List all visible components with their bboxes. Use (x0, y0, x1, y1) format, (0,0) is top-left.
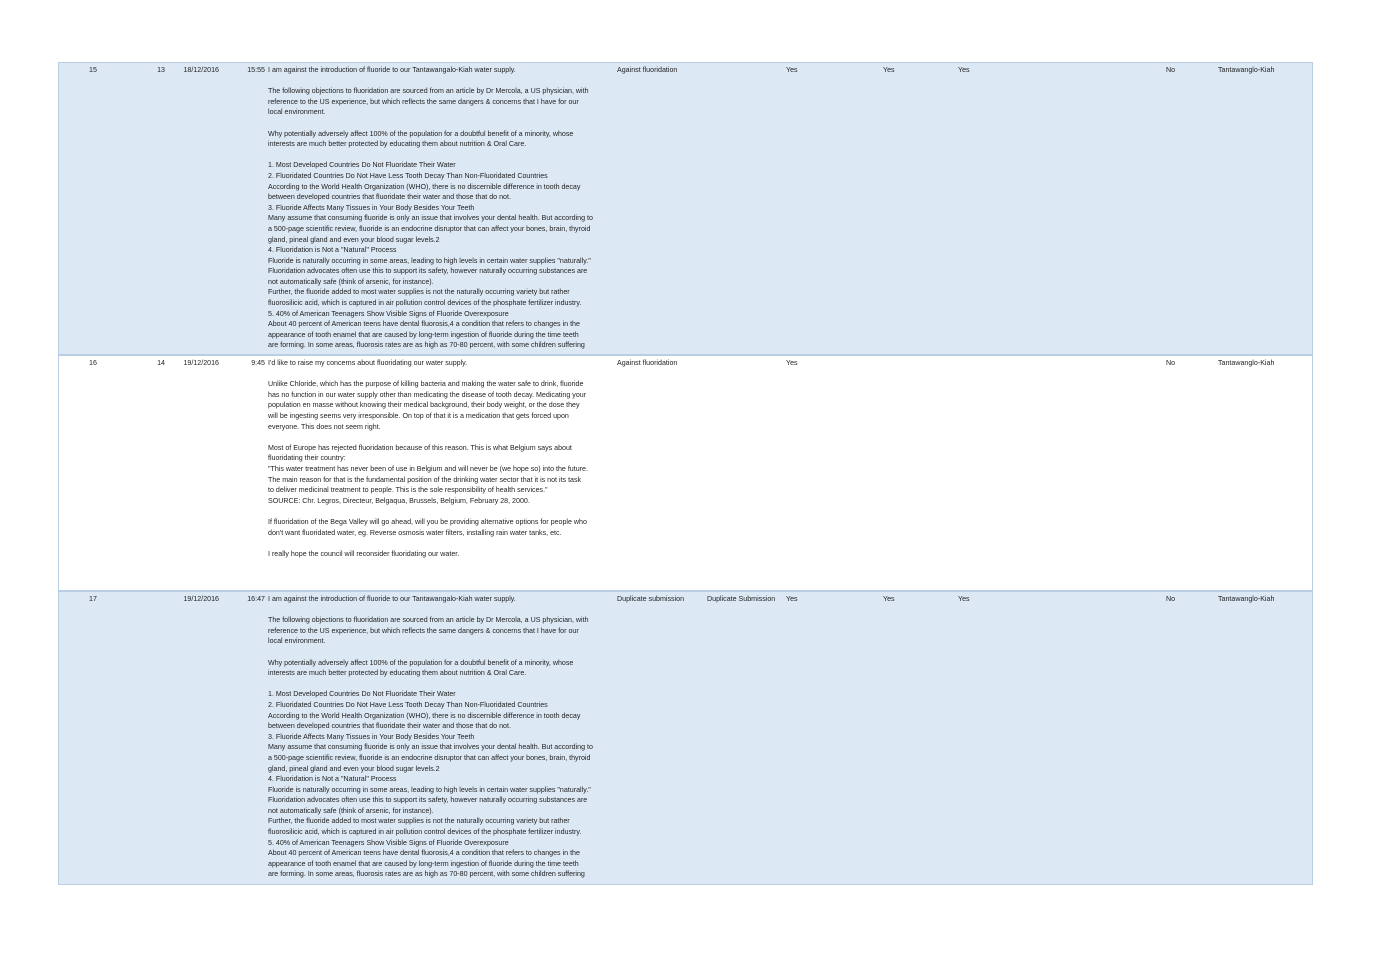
text-line: According to the World Health Organization (WHO), there is no discernible difference in tooth decay (268, 711, 581, 720)
text-line: The main reason for that is the fundamental position of the drinking water sector that it is not its task (268, 475, 582, 484)
town-cell: Tantawanglo-Kiah (1218, 359, 1275, 367)
text-line: local environment. (268, 108, 326, 117)
submission-text (268, 358, 618, 559)
submission-row-17 (58, 591, 1313, 885)
text-line: reference to the US experience, but which reflects the same dangers & concerns that I have for our (268, 97, 579, 106)
text-line: 3. Fluoride Affects Many Tissues in Your Body Besides Your Teeth (268, 732, 475, 741)
text-line: About 40 percent of American teens have dental fluorosis,4 a condition that refers to changes in the (268, 849, 580, 858)
text-line: The following objections to fluoridation are sourced from an article by Dr Mercola, a US physician, with (268, 616, 589, 625)
text-line: Further, the fluoride added to most water supplies is not the naturally occurring variety but rather (268, 817, 570, 826)
text-line: fluorosilicic acid, which is captured in air pollution control devices of the phosphate fertilizer industry. (268, 828, 582, 837)
position-cell: Against fluoridation (617, 359, 678, 367)
text-line: 4. Fluoridation is Not a "Natural" Process (268, 246, 397, 255)
note-cell: Duplicate Submission (707, 595, 776, 603)
text-line: appearance of tooth enamel that are caused by long-term ingestion of fluoride during the time teeth (268, 330, 579, 339)
text-line: I'd like to raise my concerns about fluoridating our water supply. (268, 359, 468, 367)
row-id: 15 (89, 66, 97, 74)
submission-date: 18/12/2016 (183, 66, 219, 74)
submission-paragraph (268, 443, 618, 507)
text-line: "This water treatment has never been of use in Belgium and will never be (we hope so) into the future. (268, 464, 588, 473)
answer-cell-2: Yes (883, 595, 895, 603)
answer-cell-1: Yes (786, 595, 798, 603)
text-line: will be ingesting seems very irresponsible. On top of that it is a medication that gets forced upon (268, 411, 569, 420)
submission-row-15 (58, 62, 1313, 355)
text-line: Many assume that consuming fluoride is only an issue that involves your dental health. But according to (268, 214, 593, 223)
submission-paragraph (268, 358, 618, 369)
row-id: 16 (89, 359, 97, 367)
text-line: fluoridating their country: (268, 454, 346, 463)
submission-paragraph (268, 594, 618, 605)
submission-paragraph (268, 517, 618, 538)
submission-time: 15:55 (247, 66, 265, 74)
answer-cell-3: Yes (958, 66, 970, 74)
text-line: SOURCE: Chr. Legros, Directeur, Belgaqua, Brussels, Belgium, February 28, 2000. (268, 496, 530, 505)
submission-date: 19/12/2016 (183, 595, 219, 603)
text-line: are forming. In some areas, fluorosis rates are as high as 70-80 percent, with some children suffering (268, 870, 585, 879)
text-line: appearance of tooth enamel that are caused by long-term ingestion of fluoride during the time teeth (268, 859, 579, 868)
text-line: Most of Europe has rejected fluoridation because of this reason. This is what Belgium says about (268, 443, 572, 452)
text-line: gland, pineal gland and even your blood sugar levels.2 (268, 235, 440, 244)
text-line: Why potentially adversely affect 100% of the population for a doubtful benefit of a minority, whose (268, 129, 574, 138)
text-line: I am against the introduction of fluoride to our Tantawangalo-Kiah water supply. (268, 66, 516, 74)
text-line: interests are much better protected by educating them about nutrition & Oral Care. (268, 140, 527, 149)
text-line: a 500-page scientific review, fluoride is an endocrine disruptor that can affect your bones, brain, thyroid (268, 753, 591, 762)
text-line: If fluoridation of the Bega Valley will go ahead, will you be providing alternative options for people who (268, 517, 587, 526)
position-cell: Against fluoridation (617, 66, 678, 74)
submission-time: 9:45 (251, 359, 265, 367)
answer-cell-1: Yes (786, 359, 798, 367)
answer-cell-4: No (1166, 595, 1176, 603)
submission-row-16 (58, 355, 1313, 591)
submission-text (268, 594, 618, 880)
submission-paragraph (268, 615, 618, 647)
text-line: Fluoride is naturally occurring in some areas, leading to high levels in certain water supplies "naturally." (268, 785, 591, 794)
text-line: are forming. In some areas, fluorosis rates are as high as 70-80 percent, with some children suffering (268, 341, 585, 350)
submission-paragraph (268, 86, 618, 118)
text-line: to deliver medicinal treatment to people. This is the sole responsibility of health services." (268, 486, 548, 495)
answer-cell-2: Yes (883, 66, 895, 74)
text-line: Fluoride is naturally occurring in some areas, leading to high levels in certain water supplies "naturally." (268, 256, 591, 265)
text-line: 2. Fluoridated Countries Do Not Have Less Tooth Decay Than Non-Fluoridated Countries (268, 171, 548, 180)
text-line: 2. Fluoridated Countries Do Not Have Less Tooth Decay Than Non-Fluoridated Countries (268, 700, 548, 709)
text-line: don't want fluoridated water, eg. Reverse osmosis water filters, installing rain water tanks, etc. (268, 528, 562, 537)
submission-number: 14 (157, 359, 165, 367)
submission-paragraph (268, 379, 618, 432)
text-line: 1. Most Developed Countries Do Not Fluoridate Their Water (268, 690, 456, 699)
text-line: Further, the fluoride added to most water supplies is not the naturally occurring variety but rather (268, 288, 570, 297)
answer-cell-1: Yes (786, 66, 798, 74)
answer-cell-3: Yes (958, 595, 970, 603)
answer-cell-4: No (1166, 359, 1176, 367)
text-line: I am against the introduction of fluoride to our Tantawangalo-Kiah water supply. (268, 595, 516, 603)
text-line: Many assume that consuming fluoride is only an issue that involves your dental health. But according to (268, 743, 593, 752)
text-line: population en masse without knowing their medical background, their body weight, or the dose they (268, 401, 580, 410)
submission-paragraph (268, 549, 618, 560)
text-line: About 40 percent of American teens have dental fluorosis,4 a condition that refers to changes in the (268, 320, 580, 329)
submission-paragraph (268, 129, 618, 150)
submission-paragraph (268, 160, 618, 351)
text-line: Fluoridation advocates often use this to support its safety, however naturally occurring substances are (268, 796, 588, 805)
submission-text (268, 65, 618, 351)
submission-paragraph (268, 689, 618, 880)
text-line: 4. Fluoridation is Not a "Natural" Process (268, 775, 397, 784)
text-line: 3. Fluoride Affects Many Tissues in Your Body Besides Your Teeth (268, 203, 475, 212)
text-line: The following objections to fluoridation are sourced from an article by Dr Mercola, a US physician, with (268, 87, 589, 96)
text-line: between developed countries that fluoridate their water and those that do not. (268, 722, 511, 731)
text-line: fluorosilicic acid, which is captured in air pollution control devices of the phosphate fertilizer industry. (268, 299, 582, 308)
text-line: reference to the US experience, but which reflects the same dangers & concerns that I have for our (268, 626, 579, 635)
text-line: interests are much better protected by educating them about nutrition & Oral Care. (268, 669, 527, 678)
submission-number: 13 (157, 66, 165, 74)
text-line: not automatically safe (think of arsenic, for instance). (268, 277, 434, 286)
text-line: Unlike Chloride, which has the purpose of killing bacteria and making the water safe to drink, fluoride (268, 380, 584, 389)
town-cell: Tantawanglo-Kiah (1218, 66, 1275, 74)
text-line: has no function in our water supply other than medicating the disease of tooth decay. Medicating your (268, 390, 587, 399)
submission-paragraph (268, 658, 618, 679)
text-line: everyone. This does not seem right. (268, 422, 381, 431)
submission-date: 19/12/2016 (183, 359, 219, 367)
text-line: 5. 40% of American Teenagers Show Visible Signs of Fluoride Overexposure (268, 309, 509, 318)
submission-paragraph (268, 65, 618, 76)
text-line: I really hope the council will reconsider fluoridating our water. (268, 549, 460, 558)
submission-time: 16:47 (247, 595, 265, 603)
text-line: Why potentially adversely affect 100% of the population for a doubtful benefit of a minority, whose (268, 658, 574, 667)
row-id: 17 (89, 595, 97, 603)
text-line: gland, pineal gland and even your blood sugar levels.2 (268, 764, 440, 773)
text-line: Fluoridation advocates often use this to support its safety, however naturally occurring substances are (268, 267, 588, 276)
position-cell: Duplicate submission (617, 595, 685, 603)
text-line: a 500-page scientific review, fluoride is an endocrine disruptor that can affect your bones, brain, thyroid (268, 224, 591, 233)
text-line: According to the World Health Organization (WHO), there is no discernible difference in tooth decay (268, 182, 581, 191)
text-line: not automatically safe (think of arsenic, for instance). (268, 806, 434, 815)
town-cell: Tantawanglo-Kiah (1218, 595, 1275, 603)
text-line: local environment. (268, 637, 326, 646)
answer-cell-4: No (1166, 66, 1176, 74)
text-line: 5. 40% of American Teenagers Show Visible Signs of Fluoride Overexposure (268, 838, 509, 847)
text-line: between developed countries that fluoridate their water and those that do not. (268, 193, 511, 202)
text-line: 1. Most Developed Countries Do Not Fluoridate Their Water (268, 161, 456, 170)
